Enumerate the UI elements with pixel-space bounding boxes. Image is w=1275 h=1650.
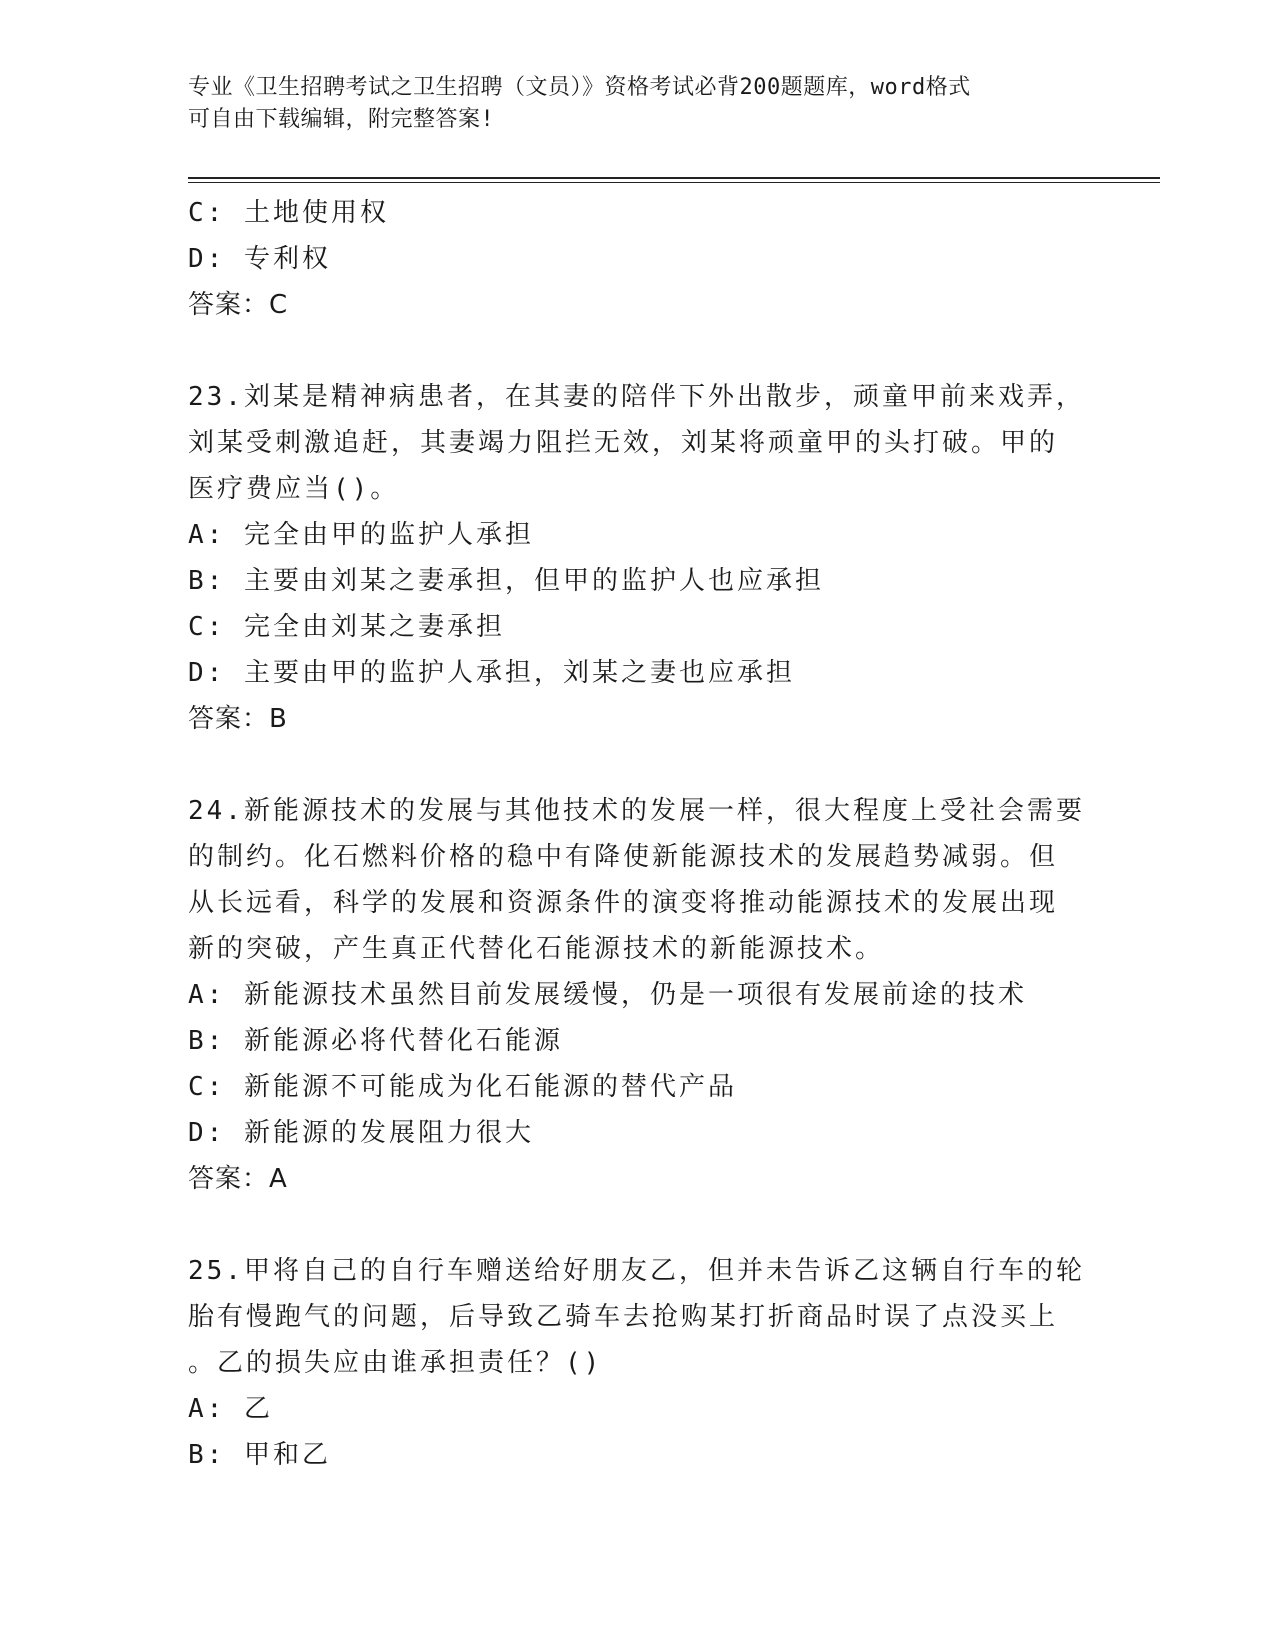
answer-label: 答案：A (188, 1164, 288, 1194)
question-text-line: 刘某受刺激追赶，其妻竭力阻拦无效，刘某将顽童甲的头打破。甲的 (188, 428, 1059, 458)
header-divider-thick (188, 177, 1160, 179)
option-b: B: 甲和乙 (188, 1440, 331, 1470)
header-divider-thin (188, 182, 1160, 183)
question-text-line: 25.甲将自己的自行车赠送给好朋友乙，但并未告诉乙这辆自行车的轮 (188, 1256, 1085, 1286)
question-text-line: 24.新能源技术的发展与其他技术的发展一样，很大程度上受社会需要 (188, 796, 1085, 826)
option-b: B: 新能源必将代替化石能源 (188, 1026, 563, 1056)
header-title-line-1: 专业《卫生招聘考试之卫生招聘（文员）》资格考试必背200题题库，word格式 (188, 75, 971, 100)
option-a: A: 完全由甲的监护人承担 (188, 520, 534, 550)
option-a: A: 新能源技术虽然目前发展缓慢，仍是一项很有发展前途的技术 (188, 980, 1027, 1010)
answer-label: 答案：B (188, 704, 288, 734)
question-25 (188, 1248, 1088, 1478)
question-23 (188, 374, 1088, 742)
question-text-line: 23.刘某是精神病患者，在其妻的陪伴下外出散步，顽童甲前来戏弄， (188, 382, 1085, 412)
question-list (188, 190, 1088, 1478)
answer-label: 答案：C (188, 290, 289, 320)
header-title-line-2: 可自由下载编辑，附完整答案! (188, 107, 495, 132)
question-text-line: 从长远看，科学的发展和资源条件的演变将推动能源技术的发展出现 (188, 888, 1059, 918)
option-d: D: 新能源的发展阻力很大 (188, 1118, 534, 1148)
question-text-line: 胎有慢跑气的问题，后导致乙骑车去抢购某打折商品时误了点没买上 (188, 1302, 1059, 1332)
option-b: B: 主要由刘某之妻承担，但甲的监护人也应承担 (188, 566, 824, 596)
question-text-line: 。乙的损失应由谁承担责任？() (188, 1348, 603, 1378)
option-c: C: 土地使用权 (188, 198, 389, 228)
question-text-line: 的制约。化石燃料价格的稳中有降使新能源技术的发展趋势减弱。但 (188, 842, 1059, 872)
question-24 (188, 788, 1088, 1202)
option-a: A: 乙 (188, 1394, 273, 1424)
option-c: C: 新能源不可能成为化石能源的替代产品 (188, 1072, 737, 1102)
prev-question-tail (188, 190, 1088, 328)
question-text-line: 医疗费应当()。 (188, 474, 400, 504)
option-d: D: 专利权 (188, 244, 331, 274)
document-header (188, 72, 1068, 136)
option-d: D: 主要由甲的监护人承担，刘某之妻也应承担 (188, 658, 795, 688)
option-c: C: 完全由刘某之妻承担 (188, 612, 505, 642)
question-text-line: 新的突破，产生真正代替化石能源技术的新能源技术。 (188, 934, 885, 964)
